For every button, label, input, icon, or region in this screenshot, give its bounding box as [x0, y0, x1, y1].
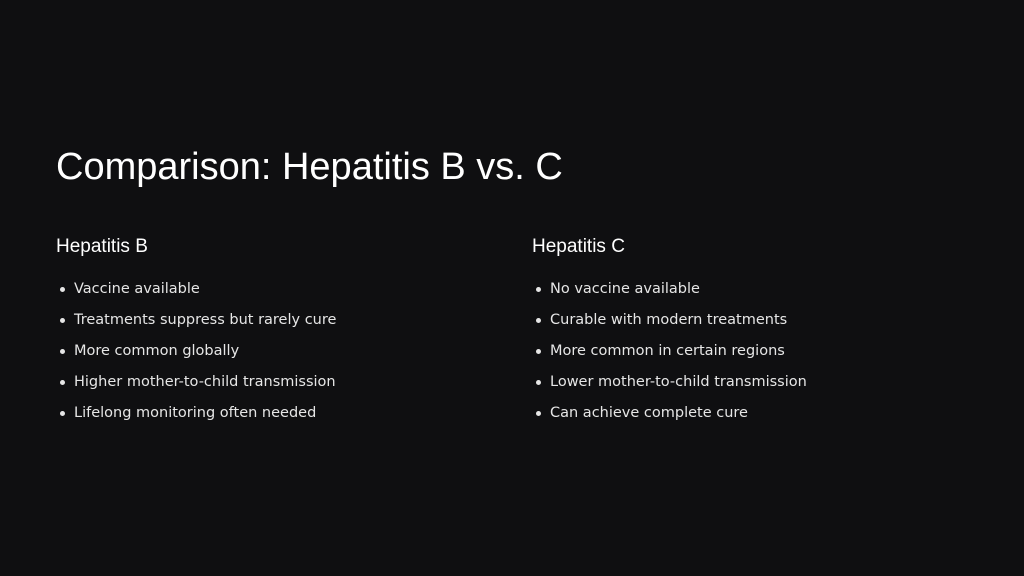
list-item	[56, 398, 496, 429]
list-item	[56, 336, 496, 367]
bullet-icon	[536, 380, 541, 385]
list-item-text: Treatments suppress but rarely cure	[74, 312, 337, 328]
list-item-text: Can achieve complete cure	[550, 405, 748, 421]
bullet-icon	[536, 318, 541, 323]
list-item-text: Higher mother-to-child transmission	[74, 374, 336, 390]
column-hepatitis-c	[532, 236, 972, 429]
list-item	[532, 367, 972, 398]
bullet-icon	[60, 318, 65, 323]
bullet-list	[532, 274, 972, 429]
column-hepatitis-b	[56, 236, 496, 429]
list-item-text: Vaccine available	[74, 281, 200, 297]
list-item	[56, 305, 496, 336]
list-item	[532, 398, 972, 429]
list-item	[56, 274, 496, 305]
column-heading: Hepatitis C	[532, 236, 625, 257]
bullet-icon	[536, 349, 541, 354]
list-item-text: Curable with modern treatments	[550, 312, 788, 328]
slide-title: Comparison: Hepatitis B vs. C	[56, 146, 563, 188]
list-item	[532, 274, 972, 305]
list-item	[56, 367, 496, 398]
bullet-icon	[60, 380, 65, 385]
list-item-text: Lower mother-to-child transmission	[550, 374, 807, 390]
bullet-icon	[60, 287, 65, 292]
bullet-list	[56, 274, 496, 429]
bullet-icon	[536, 287, 541, 292]
column-heading: Hepatitis B	[56, 236, 148, 257]
list-item-text: More common globally	[74, 343, 240, 359]
bullet-icon	[60, 349, 65, 354]
bullet-icon	[536, 411, 541, 416]
list-item	[532, 305, 972, 336]
list-item-text: Lifelong monitoring often needed	[74, 405, 317, 421]
list-item	[532, 336, 972, 367]
bullet-icon	[60, 411, 65, 416]
list-item-text: More common in certain regions	[550, 343, 785, 359]
list-item-text: No vaccine available	[550, 281, 700, 297]
